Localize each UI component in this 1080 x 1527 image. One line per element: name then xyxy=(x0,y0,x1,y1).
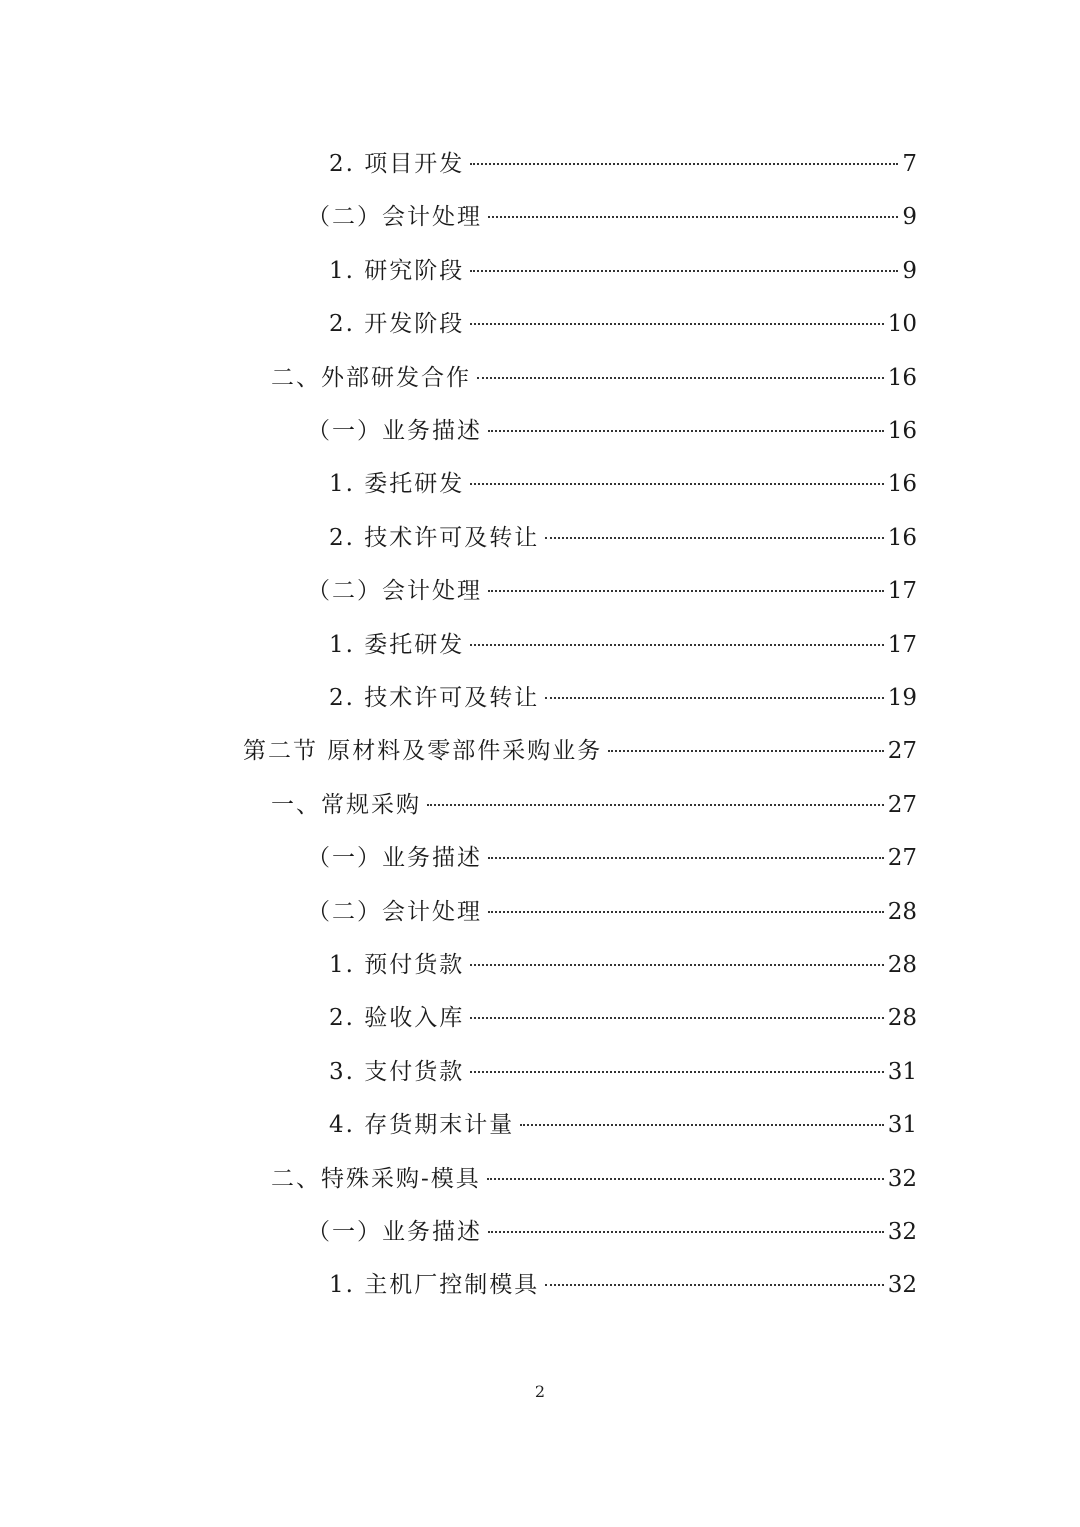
toc-entry-page-number: 28 xyxy=(887,952,917,978)
toc-entry-page-number: 10 xyxy=(887,311,917,338)
dot-leader xyxy=(470,163,898,165)
toc-entry[interactable] xyxy=(329,138,917,191)
dot-leader xyxy=(470,644,883,646)
toc-entry[interactable] xyxy=(271,779,917,832)
toc-entry[interactable] xyxy=(329,1259,917,1312)
toc-entry[interactable] xyxy=(307,886,917,939)
toc-entry-label: 二、外部研发合作 xyxy=(271,364,471,391)
toc-entry-page-number: 27 xyxy=(887,791,917,818)
toc-entry-label: 2. 项目开发 xyxy=(329,151,465,177)
dot-leader xyxy=(488,430,884,432)
dot-leader xyxy=(488,216,898,218)
toc-entry-page-number: 31 xyxy=(887,1058,917,1085)
dot-leader xyxy=(470,483,883,485)
toc-entry-label: 3. 支付货款 xyxy=(329,1058,465,1085)
page-number: 2 xyxy=(534,1382,546,1401)
toc-entry[interactable] xyxy=(329,672,917,725)
toc-entry-page-number: 16 xyxy=(887,471,917,498)
dot-leader xyxy=(488,1231,884,1233)
toc-entry-page-number: 32 xyxy=(887,1272,917,1299)
toc-entry-page-number: 16 xyxy=(887,364,917,391)
dot-leader xyxy=(477,377,884,379)
toc-entry[interactable] xyxy=(271,1153,917,1206)
toc-entry-label: 1. 预付货款 xyxy=(329,952,465,978)
dot-leader xyxy=(608,750,883,752)
toc-entry[interactable] xyxy=(329,1099,917,1152)
dot-leader xyxy=(470,270,898,272)
toc-entry[interactable] xyxy=(243,725,917,778)
toc-entry-label: 1. 研究阶段 xyxy=(329,257,465,284)
dot-leader xyxy=(545,697,883,699)
dot-leader xyxy=(488,857,884,859)
toc-entry[interactable] xyxy=(329,245,917,298)
toc-entry-label: 4. 存货期末计量 xyxy=(329,1112,515,1139)
dot-leader xyxy=(488,590,884,592)
toc-entry-label: 2. 验收入库 xyxy=(329,1005,465,1032)
toc-entry-page-number: 31 xyxy=(887,1112,917,1139)
toc-entry-label: （二）会计处理 xyxy=(307,898,482,925)
dot-leader xyxy=(427,804,884,806)
toc-entry-label: （一）业务描述 xyxy=(307,1219,482,1245)
toc-entry-page-number: 7 xyxy=(902,151,917,177)
toc-entry[interactable] xyxy=(329,619,917,672)
dot-leader xyxy=(470,1071,883,1073)
toc-entry-label: 2. 技术许可及转让 xyxy=(329,685,540,711)
dot-leader xyxy=(470,323,883,325)
toc-entry-label: 1. 委托研发 xyxy=(329,631,465,658)
toc-entry[interactable] xyxy=(329,298,917,351)
toc-entry-label: （一）业务描述 xyxy=(307,845,482,872)
dot-leader xyxy=(487,1178,884,1180)
toc-entry-page-number: 17 xyxy=(887,578,917,605)
dot-leader xyxy=(545,1284,883,1286)
toc-entry-label: 一、常规采购 xyxy=(271,791,421,818)
toc-entry[interactable] xyxy=(329,939,917,992)
toc-entry-label: 2. 开发阶段 xyxy=(329,311,465,338)
dot-leader xyxy=(520,1124,883,1126)
toc-entry-page-number: 27 xyxy=(887,845,917,872)
toc-entry[interactable] xyxy=(307,191,917,244)
toc-entry-page-number: 9 xyxy=(902,204,917,231)
toc-entry-label: （二）会计处理 xyxy=(307,578,482,605)
toc-entry[interactable] xyxy=(329,992,917,1045)
toc-entry[interactable] xyxy=(329,1046,917,1099)
toc-entry[interactable] xyxy=(329,512,917,565)
toc-entry-page-number: 17 xyxy=(887,631,917,658)
toc-entry-label: 1. 委托研发 xyxy=(329,471,465,498)
toc-entry[interactable] xyxy=(329,458,917,511)
toc-entry[interactable] xyxy=(307,1206,917,1259)
toc-entry-page-number: 27 xyxy=(887,738,917,765)
toc-entry[interactable] xyxy=(307,832,917,885)
toc-entry[interactable] xyxy=(307,565,917,618)
toc-entry-label: 1. 主机厂控制模具 xyxy=(329,1272,540,1299)
toc-entry-label: 2. 技术许可及转让 xyxy=(329,524,540,551)
dot-leader xyxy=(488,911,884,913)
dot-leader xyxy=(470,1017,883,1019)
dot-leader xyxy=(470,964,883,966)
toc-entry[interactable] xyxy=(271,352,917,405)
toc-entry-page-number: 32 xyxy=(887,1165,917,1192)
toc-entry[interactable] xyxy=(307,405,917,458)
toc-entry-page-number: 28 xyxy=(887,898,917,925)
toc-entry-label: （一）业务描述 xyxy=(307,418,482,444)
toc-entry-page-number: 32 xyxy=(887,1219,917,1245)
toc-entry-page-number: 16 xyxy=(887,418,917,444)
toc-entry-label: 第二节 原材料及零部件采购业务 xyxy=(243,738,603,765)
toc-entry-label: （二）会计处理 xyxy=(307,204,482,231)
toc-entry-page-number: 19 xyxy=(887,685,917,711)
toc-entry-page-number: 9 xyxy=(902,257,917,284)
dot-leader xyxy=(545,537,883,539)
toc-entry-label: 二、特殊采购-模具 xyxy=(271,1165,481,1192)
toc-entry-page-number: 16 xyxy=(887,524,917,551)
toc-entry-page-number: 28 xyxy=(887,1005,917,1032)
